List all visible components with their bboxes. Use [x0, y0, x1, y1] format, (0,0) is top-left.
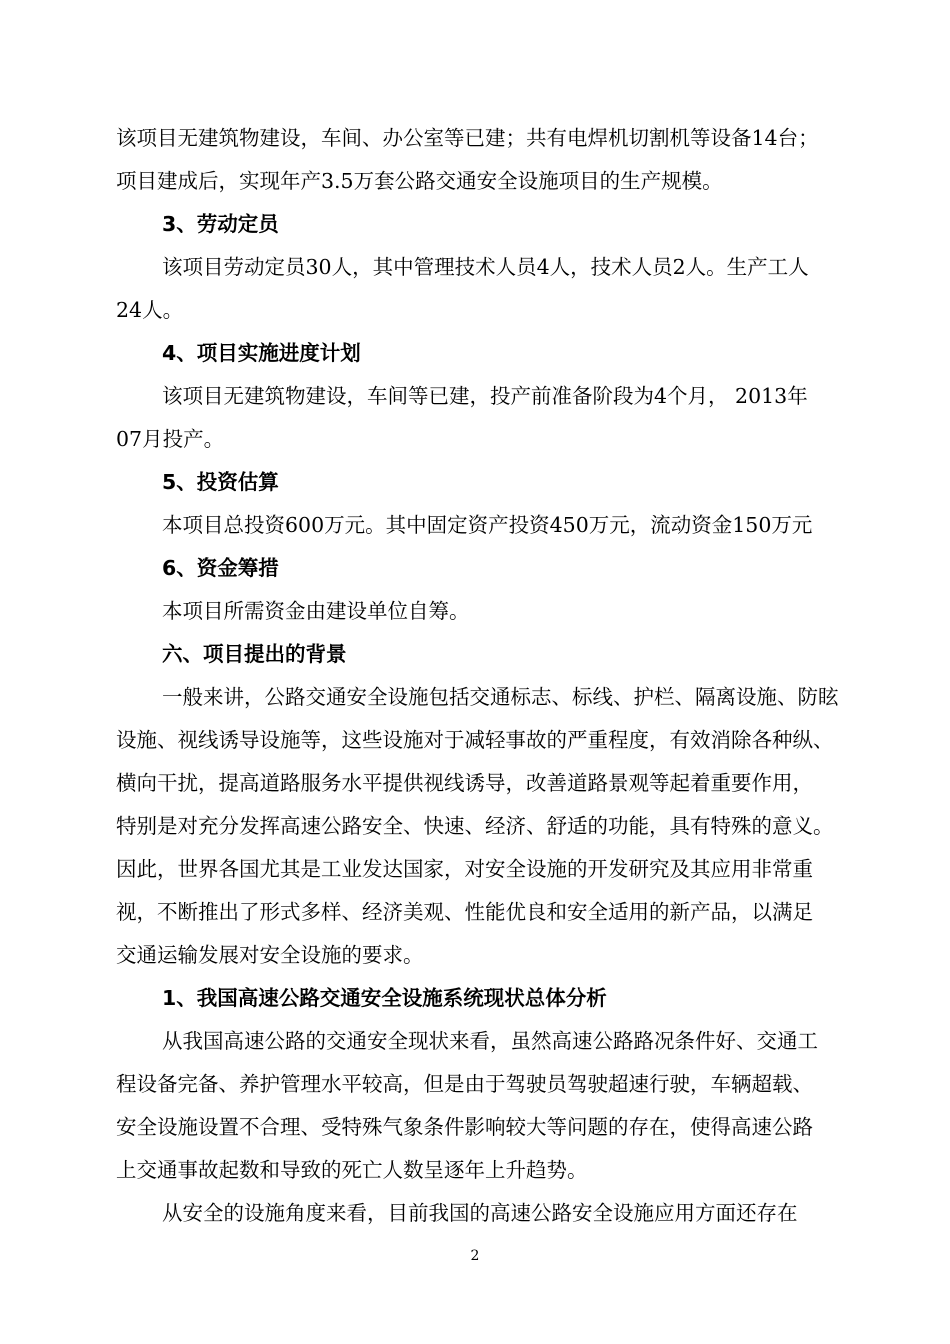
text-line-content: 本项目总投资600万元。其中固定资产投资450万元，流动资金150万元 — [162, 513, 813, 537]
text-line-content: 程设备完备、养护管理水平较高，但是由于驾驶员驾驶超速行驶，车辆超载、 — [116, 1072, 813, 1096]
text-line-content: 从安全的设施角度来看，目前我国的高速公路安全设施应用方面还存在 — [162, 1201, 798, 1225]
text-line-content: 因此，世界各国尤其是工业发达国家，对安全设施的开发研究及其应用非常重 — [116, 857, 813, 881]
text-line-content: 视，不断推出了形式多样、经济美观、性能优良和安全适用的新产品，以满足 — [116, 900, 813, 924]
text-line-content: 设施、视线诱导设施等，这些设施对于减轻事故的严重程度，有效消除各种纵、 — [116, 728, 834, 752]
text-line-content: 该项目无建筑物建设，车间、办公室等已建；共有电焊机切割机等设备14台； — [116, 126, 819, 150]
text-line-content: 该项目无建筑物建设，车间等已建，投产前准备阶段为4个月， 2013年 — [162, 384, 808, 408]
section-heading-text: 六、项目提出的背景 — [162, 642, 347, 666]
page-number: 2 — [470, 1248, 480, 1264]
text-line-content: 安全设施设置不合理、受特殊气象条件影响较大等问题的存在，使得高速公路 — [116, 1115, 813, 1139]
section-heading-text: 5、投资估算 — [162, 470, 279, 494]
text-line-content: 横向干扰，提高道路服务水平提供视线诱导，改善道路景观等起着重要作用， — [116, 771, 813, 795]
text-line-content: 该项目劳动定员30人，其中管理技术人员4人，技术人员2人。生产工人 — [162, 255, 809, 279]
section-heading-text: 4、项目实施进度计划 — [162, 341, 361, 365]
text-line-content: 一般来讲，公路交通安全设施包括交通标志、标线、护栏、隔离设施、防眩 — [162, 685, 839, 709]
text-line-content: 07月投产。 — [116, 427, 225, 451]
section-heading-text: 1、我国高速公路交通安全设施系统现状总体分析 — [162, 986, 607, 1010]
text-line-content: 本项目所需资金由建设单位自筹。 — [162, 599, 470, 623]
text-line-content: 特别是对充分发挥高速公路安全、快速、经济、舒适的功能，具有特殊的意义。 — [116, 814, 834, 838]
section-heading-text: 6、资金筹措 — [162, 556, 279, 580]
text-line-content: 24人。 — [116, 298, 184, 322]
section-heading-text: 3、劳动定员 — [162, 212, 279, 236]
text-line-content: 从我国高速公路的交通安全现状来看，虽然高速公路路况条件好、交通工 — [162, 1029, 818, 1053]
text-line-content: 上交通事故起数和导致的死亡人数呈逐年上升趋势。 — [116, 1158, 588, 1182]
text-line-content: 交通运输发展对安全设施的要求。 — [116, 943, 424, 967]
text-line-content: 项目建成后，实现年产3.5万套公路交通安全设施项目的生产规模。 — [116, 169, 723, 193]
